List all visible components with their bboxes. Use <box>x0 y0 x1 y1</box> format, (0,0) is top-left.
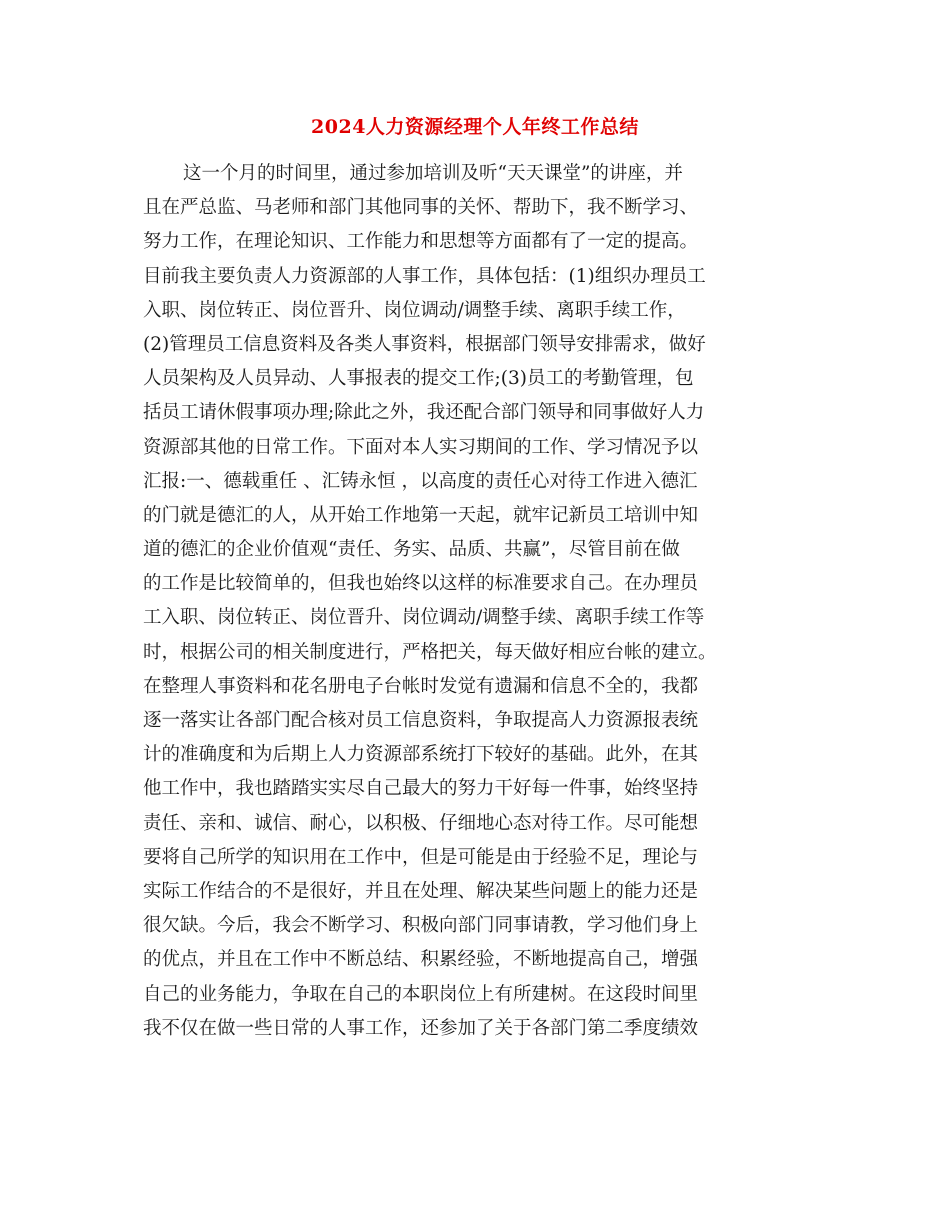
body-line: 入职、岗位转正、岗位晋升、岗位调动/调整手续、离职手续工作， <box>143 299 686 321</box>
document-body <box>143 157 803 1046</box>
body-line: 道的德汇的企业价值观“责任、务实、品质、共赢”，尽管目前在做 <box>143 539 680 561</box>
body-line: (2)管理员工信息资料及各类人事资料，根据部门领导安排需求，做好 <box>143 333 706 355</box>
body-line: 目前我主要负责人力资源部的人事工作，具体包括：(1)组织办理员工 <box>143 265 706 287</box>
body-line: 实际工作结合的不是很好，并且在处理、解决某些问题上的能力还是 <box>143 880 699 902</box>
body-line: 我不仅在做一些日常的人事工作，还参加了关于各部门第二季度绩效 <box>143 1017 699 1039</box>
body-line: 很欠缺。今后，我会不断学习、积极向部门同事请教，学习他们身上 <box>143 915 699 937</box>
body-line: 的工作是比较简单的，但我也始终以这样的标准要求自己。在办理员 <box>143 573 699 595</box>
body-line: 括员工请休假事项办理;除此之外，我还配合部门领导和同事做好人力 <box>143 402 705 424</box>
body-line: 要将自己所学的知识用在工作中，但是可能是由于经验不足，理论与 <box>143 846 699 868</box>
body-line: 时，根据公司的相关制度进行，严格把关，每天做好相应台帐的建立。 <box>143 641 717 663</box>
body-line: 的门就是德汇的人，从开始工作地第一天起，就牢记新员工培训中知 <box>143 504 699 526</box>
document-title: 2024人力资源经理个人年终工作总结 <box>311 116 639 138</box>
body-line: 责任、亲和、诚信、耐心，以积极、仔细地心态对待工作。尽可能想 <box>143 812 699 834</box>
body-line: 汇报:一、德载重任 、汇铸永恒 ，以高度的责任心对待工作进入德汇 <box>143 470 698 492</box>
body-line: 资源部其他的日常工作。下面对本人实习期间的工作、学习情况予以 <box>143 436 699 458</box>
body-line: 在整理人事资料和花名册电子台帐时发觉有遗漏和信息不全的，我都 <box>143 675 699 697</box>
body-line: 计的准确度和为后期上人力资源部系统打下较好的基础。此外，在其 <box>143 744 699 766</box>
body-line: 工入职、岗位转正、岗位晋升、岗位调动/调整手续、离职手续工作等 <box>143 607 705 629</box>
body-line: 的优点，并且在工作中不断总结、积累经验，不断地提高自己，增强 <box>143 949 699 971</box>
body-line: 这一个月的时间里，通过参加培训及听“天天课堂”的讲座，并 <box>183 163 683 184</box>
body-line: 自己的业务能力，争取在自己的本职岗位上有所建树。在这段时间里 <box>143 983 699 1005</box>
body-line: 人员架构及人员异动、人事报表的提交工作;(3)员工的考勤管理，包 <box>143 368 694 390</box>
body-line: 逐一落实让各部门配合核对员工信息资料，争取提高人力资源报表统 <box>143 710 699 731</box>
body-line: 且在严总监、马老师和部门其他同事的关怀、帮助下，我不断学习、 <box>143 197 699 219</box>
body-line: 他工作中，我也踏踏实实尽自己最大的努力干好每一件事，始终坚持 <box>143 778 699 800</box>
body-line: 努力工作，在理论知识、工作能力和思想等方面都有了一定的提高。 <box>143 231 699 253</box>
